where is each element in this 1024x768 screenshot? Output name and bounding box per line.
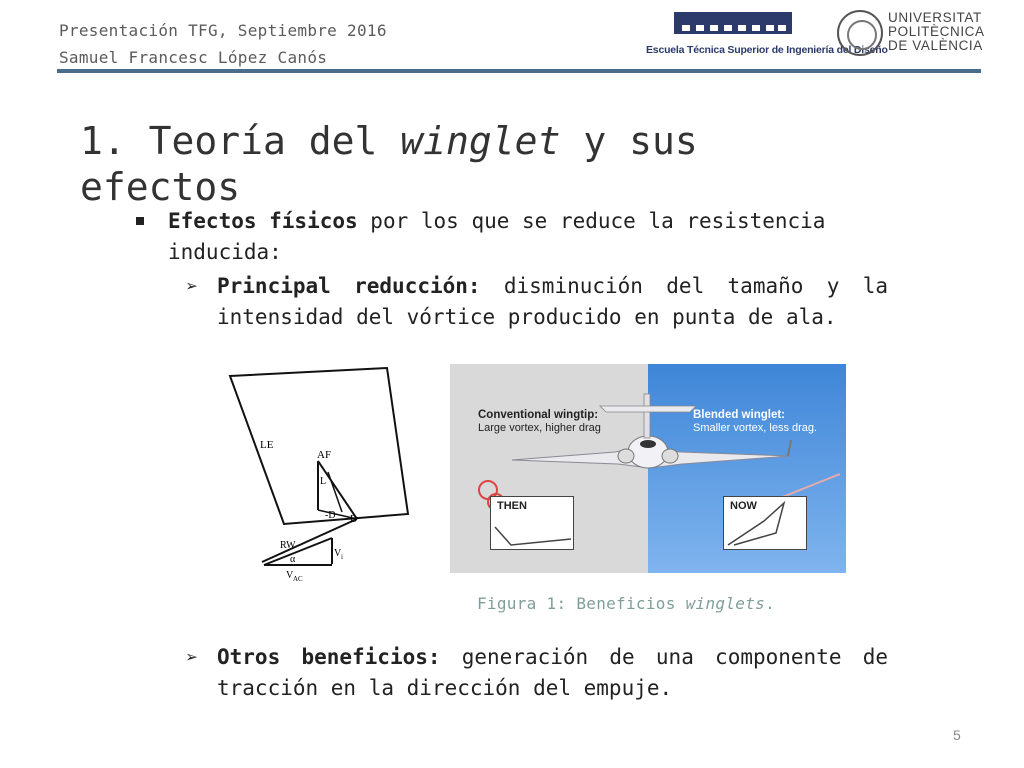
etsid-logo [646,12,888,58]
label-minus-d: -D [325,510,336,521]
label-vac-sub: AC [293,575,303,583]
label-d: D [350,514,358,525]
etsid-logo-text: Escuela Técnica Superior de Ingeniería del Diseño [646,44,888,56]
label-af: AF [317,449,332,461]
header-divider [57,69,981,73]
upv-seal-icon [837,10,883,56]
label-alpha: α [290,554,296,565]
slide-title: 1. Teoría del winglet y sus efectos [80,119,698,209]
label-le: LE [260,439,274,451]
label-vi-sub: i [341,553,343,561]
wing-force-diagram [222,362,422,584]
subbullet-other-benefits: ➢ Otros beneficios: generación de una componente de tracción en la dirección del empuje. [186,642,888,704]
label-vac: V [286,570,294,581]
square-bullet-icon [136,217,144,225]
then-inset: THEN [490,496,574,550]
label-rw: RW [280,540,296,551]
figure-caption: Figura 1: Beneficios winglets. [477,594,775,613]
author-name: Samuel Francesc López Canós [59,48,328,67]
page-number: 5 [953,727,961,743]
arrow-bullet-icon: ➢ [186,645,199,669]
etsid-logo-mark [674,12,792,34]
upv-logo-text: UNIVERSITAT POLITÈCNICA DE VALÈNCIA [888,10,985,53]
winglet-label: Blended winglet: Smaller vortex, less drag. [693,409,818,434]
now-inset: NOW [723,496,807,550]
winglet-comparison-image [450,364,846,573]
presentation-info: Presentación TFG, Septiembre 2016 [59,21,387,40]
bullet-physical-effects: Efectos físicos por los que se reduce la resistencia inducida: [136,206,826,268]
label-vi: V [334,548,342,559]
conventional-label: Conventional wingtip: Large vortex, higher drag [478,409,601,434]
label-l: L [320,476,327,487]
subbullet-main-reduction: ➢ Principal reducción: disminución del tamaño y la intensidad del vórtice producido en punta de ala. [186,271,888,333]
arrow-bullet-icon: ➢ [186,274,199,298]
